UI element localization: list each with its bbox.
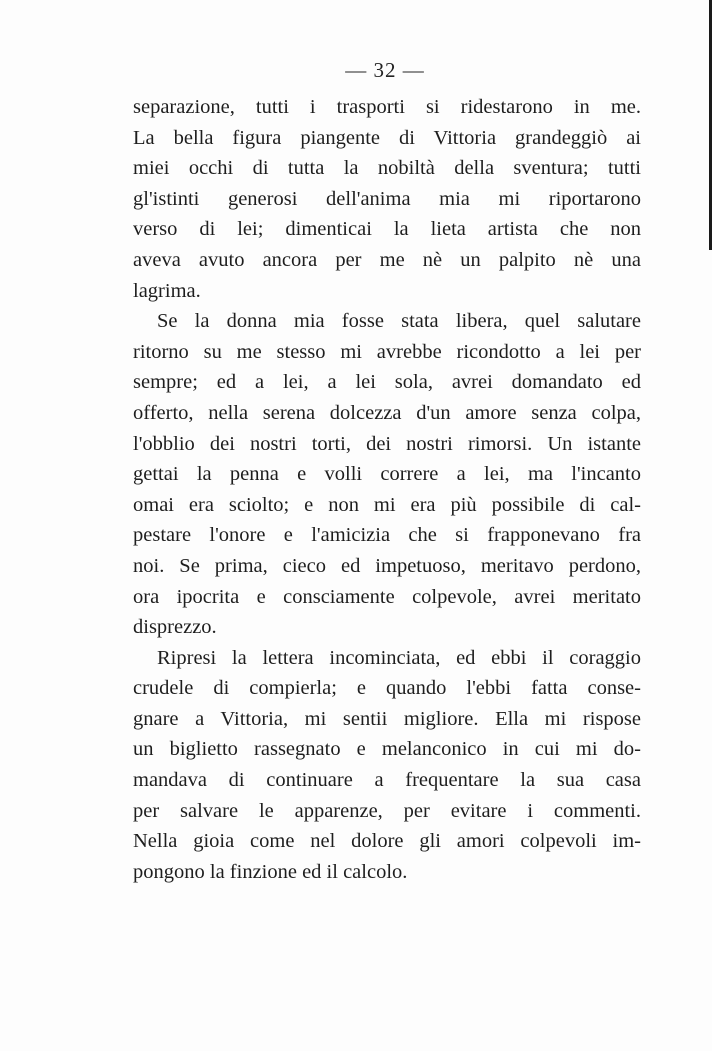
text-line: pongono la finzione ed il calcolo. xyxy=(133,860,408,883)
body-text xyxy=(133,92,641,887)
text-line: ora ipocrita e consciamente colpevole, avrei meritato xyxy=(133,585,641,608)
text-line: gnare a Vittoria, mi sentii migliore. Ella mi rispose xyxy=(133,707,641,730)
text-line: Ripresi la lettera incominciata, ed ebbi il coraggio xyxy=(157,646,641,669)
text-line: miei occhi di tutta la nobiltà della sventura; tutti xyxy=(133,157,641,180)
text-line: omai era sciolto; e non mi era più possibile di cal- xyxy=(133,493,641,516)
text-line: lagrima. xyxy=(133,279,201,302)
text-line: aveva avuto ancora per me nè un palpito nè una xyxy=(133,248,641,271)
text-line: crudele di compierla; e quando l'ebbi fatta conse- xyxy=(133,677,641,700)
page-number: — 32 — xyxy=(345,58,425,82)
text-line: disprezzo. xyxy=(133,616,217,639)
text-line: Se la donna mia fosse stata libera, quel salutare xyxy=(157,310,641,333)
text-line: noi. Se prima, cieco ed impetuoso, meritavo perdono, xyxy=(133,554,641,577)
text-line: gl'istinti generosi dell'anima mia mi riportarono xyxy=(133,187,641,210)
text-line: gettai la penna e volli correre a lei, ma l'incanto xyxy=(133,463,641,486)
text-line: offerto, nella serena dolcezza d'un amore senza colpa, xyxy=(133,401,641,424)
text-line: sempre; ed a lei, a lei sola, avrei domandato ed xyxy=(133,371,641,394)
text-line: l'obblio dei nostri torti, dei nostri rimorsi. Un istante xyxy=(133,432,641,455)
text-line: verso di lei; dimenticai la lieta artista che non xyxy=(133,218,641,241)
text-line: La bella figura piangente di Vittoria grandeggiò ai xyxy=(133,126,641,149)
text-line: Nella gioia come nel dolore gli amori colpevoli im- xyxy=(133,830,641,853)
text-line: pestare l'onore e l'amicizia che si frapponevano fra xyxy=(133,524,641,547)
text-line: ritorno su me stesso mi avrebbe ricondotto a lei per xyxy=(133,340,641,363)
text-line: mandava di continuare a frequentare la sua casa xyxy=(133,769,641,792)
text-line: per salvare le apparenze, per evitare i commenti. xyxy=(133,799,641,822)
text-line: un biglietto rassegnato e melanconico in cui mi do- xyxy=(133,738,641,761)
text-line: separazione, tutti i trasporti si ridestarono in me. xyxy=(133,96,641,118)
